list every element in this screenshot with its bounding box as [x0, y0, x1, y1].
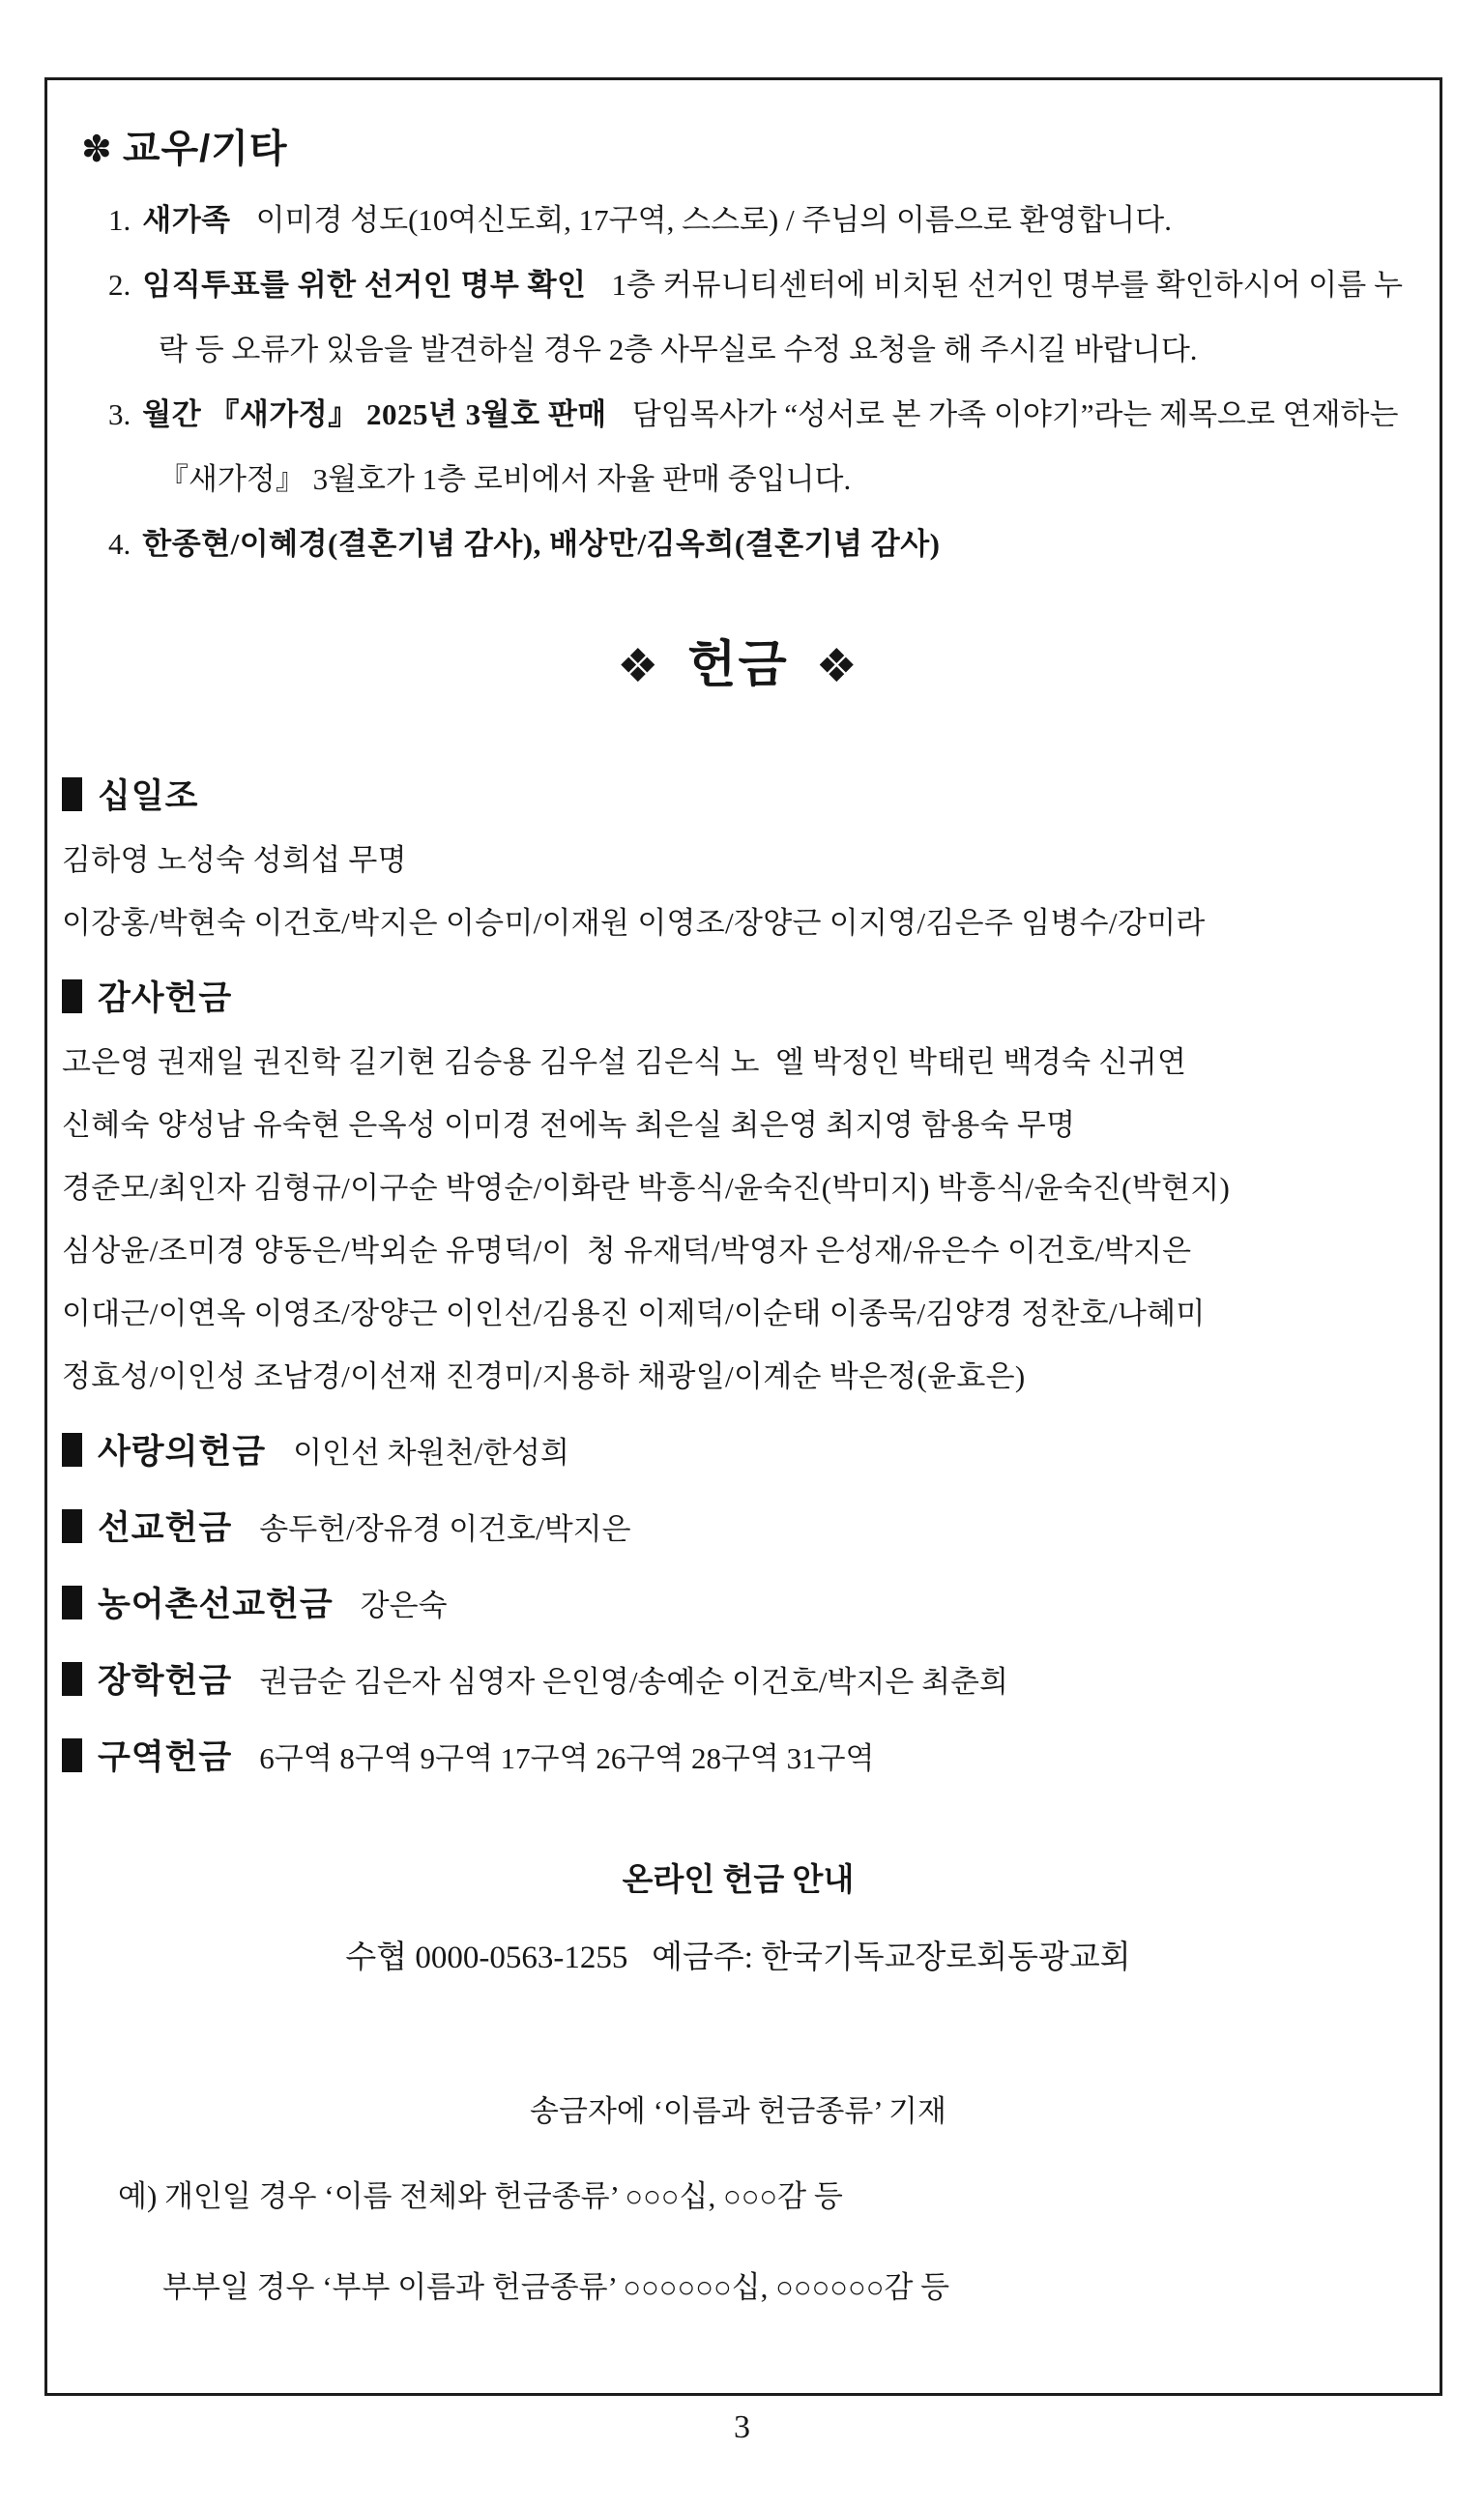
section-names: 권금순 김은자 심영자 은인영/송예순 이건호/박지은 최춘희 — [259, 1665, 1008, 1699]
section-label: 장학헌금 — [98, 1662, 233, 1700]
section-names: 강은숙 — [360, 1589, 448, 1622]
notice-lead: 월간 『새가정』 2025년 3월호 판매 — [142, 397, 607, 431]
section-label: 구역헌금 — [98, 1738, 233, 1776]
online-giving-example-individual: 예) 개인일 경우 ‘이름 전체와 헌금종류’ ○○○십, ○○○감 등 — [118, 2179, 843, 2213]
notice-text: 이미경 성도(10여신도회, 17구역, 스스로) / 주님의 이름으로 환영합니다. — [255, 203, 1172, 237]
section-header-love — [62, 1421, 1414, 1484]
offering-title-text: 헌금 — [687, 637, 789, 693]
page-number: 3 — [734, 2409, 750, 2445]
names-line: 이강홍/박현숙 이건호/박지은 이승미/이재원 이영조/장양근 이지영/김은주 임병수/강미라 — [62, 906, 1206, 940]
online-giving-note: 송금자에 ‘이름과 헌금종류’ 기재 — [530, 2094, 946, 2128]
section-header-thanksgiving — [62, 968, 1414, 1031]
notice-number: 1. — [108, 203, 131, 237]
black-square-icon — [62, 1586, 82, 1619]
notice-item — [108, 188, 1414, 252]
section-header-district — [62, 1727, 1414, 1790]
notice-text: 담임목사가 “성서로 본 가족 이야기”라는 제목으로 연재하는 『새가정』 3월호가 1층 로비에서 자율 판매 중입니다. — [159, 397, 1407, 496]
notice-text: 1층 커뮤니티센터에 비치된 선거인 명부를 확인하시어 이름 누락 등 오류가 있음을 발견하실 경우 2층 사무실로 수정 요청을 해 주시길 바랍니다. — [159, 268, 1403, 366]
names-line: 이대근/이연옥 이영조/장양근 이인선/김용진 이제덕/이순태 이종묵/김양경 정찬호/나혜미 — [62, 1297, 1206, 1330]
section-label: 사랑의헌금 — [98, 1433, 267, 1471]
section-label: 농어촌선교헌금 — [98, 1586, 334, 1623]
diamond-icon: ❖ — [815, 641, 859, 692]
section-label: 선교헌금 — [98, 1509, 233, 1547]
black-square-icon — [62, 777, 82, 811]
names-line: 경준모/최인자 김형규/이구순 박영순/이화란 박흥식/윤숙진(박미지) 박흥식/윤숙진(박현지) — [62, 1171, 1231, 1205]
section-header-scholarship — [62, 1650, 1414, 1713]
offering-title — [62, 634, 1414, 698]
black-square-icon — [62, 1509, 82, 1543]
section-label: 십일조 — [98, 777, 199, 815]
notice-number: 4. — [108, 527, 131, 561]
page-frame — [44, 77, 1442, 2396]
black-square-icon — [62, 1738, 82, 1772]
section-header-tithe — [62, 766, 1414, 829]
notice-lead: 한종현/이혜경(결혼기념 감사), 배상만/김옥희(결혼기념 감사) — [142, 527, 941, 561]
notice-number: 3. — [108, 397, 131, 431]
notices-section — [62, 125, 1414, 576]
online-giving-account: 수협 0000-0563-1255 예금주: 한국기독교장로회동광교회 — [345, 1940, 1131, 1975]
names-line: 심상윤/조미경 양동은/박외순 유명덕/이 청 유재덕/박영자 은성재/유은수 이건호/박지은 — [62, 1234, 1192, 1268]
section-header-mission — [62, 1498, 1414, 1561]
black-square-icon — [62, 1433, 82, 1467]
section-names: 이인선 차원천/한성희 — [293, 1436, 569, 1470]
notice-item — [108, 511, 1414, 576]
diamond-icon: ❖ — [617, 641, 661, 692]
section-names: 6구역 8구역 9구역 17구역 26구역 28구역 31구역 — [259, 1741, 875, 1775]
notices-title — [81, 125, 1414, 174]
section-label: 감사헌금 — [98, 979, 233, 1017]
black-square-icon — [62, 979, 82, 1013]
online-giving-title: 온라인 헌금 안내 — [622, 1863, 855, 1898]
notices-list — [108, 188, 1414, 576]
section-names: 송두헌/장유경 이건호/박지은 — [259, 1512, 631, 1546]
notice-lead: 새가족 — [142, 203, 231, 237]
names-line: 신혜숙 양성남 유숙현 은옥성 이미경 전에녹 최은실 최은영 최지영 함용숙 무명 — [62, 1108, 1076, 1142]
online-giving-example-couple: 부부일 경우 ‘부부 이름과 헌금종류’ ○○○○○○십, ○○○○○○감 등 — [162, 2270, 950, 2304]
notice-lead: 임직투표를 위한 선거인 명부 확인 — [142, 268, 587, 302]
notice-item — [108, 382, 1414, 511]
asterisk-flower-icon: ✽ — [81, 130, 113, 170]
names-line: 고은영 권재일 권진학 길기현 김승용 김우설 김은식 노 엘 박정인 박태린 백경숙 신귀연 — [62, 1045, 1187, 1079]
notices-title-text: 교우/기타 — [122, 128, 288, 170]
notice-item — [108, 252, 1414, 382]
section-header-rural-mission — [62, 1574, 1414, 1637]
notice-number: 2. — [108, 268, 131, 302]
black-square-icon — [62, 1662, 82, 1696]
names-line: 김하영 노성숙 성희섭 무명 — [62, 843, 407, 877]
names-line: 정효성/이인성 조남경/이선재 진경미/지용하 채광일/이계순 박은정(윤효은) — [62, 1359, 1026, 1393]
